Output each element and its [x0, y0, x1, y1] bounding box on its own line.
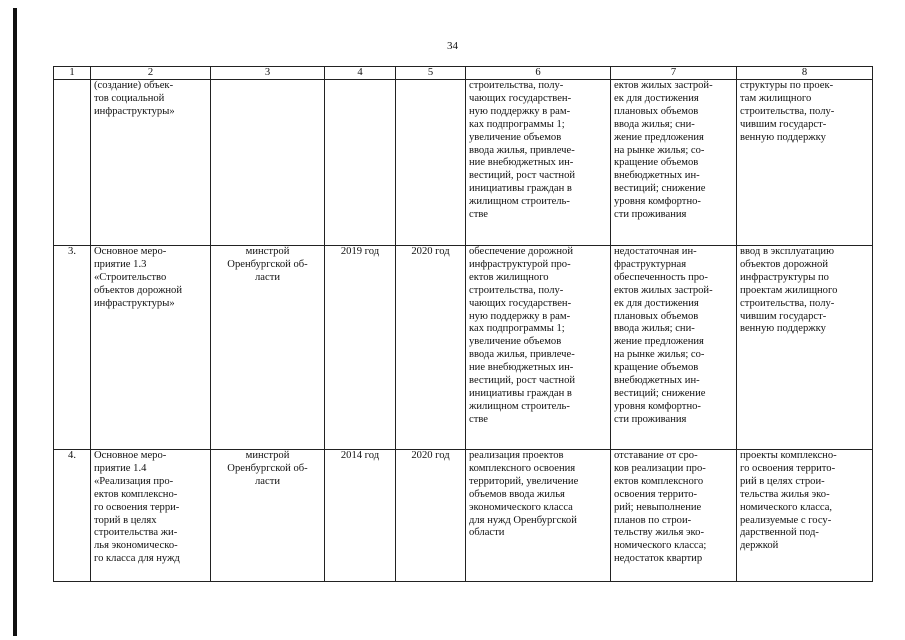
- start-year: 2019 год: [325, 246, 396, 450]
- header-row: [54, 67, 873, 80]
- table-row: [54, 246, 873, 450]
- header-col-6: 6: [466, 67, 611, 80]
- header-col-2: 2: [91, 67, 211, 80]
- header-col-7: 7: [611, 67, 737, 80]
- row-number: 3.: [54, 246, 91, 450]
- non-implementation-consequence: отставание от сро- ков реализации про- ектов комплексного освоения террито- рий; невыполнение планов по строи- тельству жилья эко- номического класса; недостаток квартир: [611, 450, 737, 582]
- measure-name: Основное меро- приятие 1.4 «Реализация про- ектов комплексно- го освоения терри- торий в целях строительства жи- лья экономическо- го класса для нужд: [91, 450, 211, 582]
- end-year: [396, 80, 466, 246]
- related-indicator: ввод в эксплуатацию объектов дорожной инфраструктуры по проектам жилищного строительства, полу- чившим государст- венную поддержку: [737, 246, 873, 450]
- expected-result: обеспечение дорожной инфраструктурой про- ектов жилищного строительства, полу- чающих государствен- ную поддержку в рам- ках подпрограммы 1; увеличение объемов ввода жилья, привлече- ние внебюджетных ин- вестиций, рост частной инициативы граждан в жилищном строитель- стве: [466, 246, 611, 450]
- end-year: 2020 год: [396, 450, 466, 582]
- header-col-1: 1: [54, 67, 91, 80]
- end-year: 2020 год: [396, 246, 466, 450]
- non-implementation-consequence: недостаточная ин- фраструктурная обеспеченность про- ектов жилых застрой- ек для достижения плановых объемов ввода жилья; сни- жение предложения на рынке жилья; со- кращение объемов внебюджетных ин- вестиций; снижение уровня комфортно- сти проживания: [611, 246, 737, 450]
- page-number: 34: [447, 40, 458, 52]
- executor: минстрой Оренбургской об- ласти: [211, 246, 325, 450]
- start-year: [325, 80, 396, 246]
- executor: [211, 80, 325, 246]
- header-col-4: 4: [325, 67, 396, 80]
- header-col-5: 5: [396, 67, 466, 80]
- table-row: [54, 80, 873, 246]
- expected-result: реализация проектов комплексного освоения территорий, увеличение объемов ввода жилья экономического класса для нужд Оренбургской области: [466, 450, 611, 582]
- expected-result: строительства, полу- чающих государствен- ную поддержку в рам- ках подпрограммы 1; увеличение объемов ввода жилья, привлече- ние внебюджетных ин- вестиций, рост частной инициативы граждан в жилищном строитель- стве: [466, 80, 611, 246]
- left-margin-bar: [13, 8, 17, 636]
- non-implementation-consequence: ектов жилых застрой- ек для достижения плановых объемов ввода жилья; сни- жение предложения на рынке жилья; со- кращение объемов внебюджетных ин- вестиций; снижение уровня комфортно- сти проживания: [611, 80, 737, 246]
- start-year: 2014 год: [325, 450, 396, 582]
- row-number: 4.: [54, 450, 91, 582]
- measure-name: Основное меро- приятие 1.3 «Строительство объектов дорожной инфраструктуры»: [91, 246, 211, 450]
- executor: минстрой Оренбургской об- ласти: [211, 450, 325, 582]
- header-col-8: 8: [737, 67, 873, 80]
- related-indicator: проекты комплексно- го освоения террито- рий в целях строи- тельства жилья эко- номического класса, реализуемые с госу- дарственной под- держкой: [737, 450, 873, 582]
- row-number: [54, 80, 91, 246]
- program-measures-table: [53, 66, 873, 582]
- related-indicator: структуры по проек- там жилищного строительства, полу- чившим государст- венную поддержку: [737, 80, 873, 246]
- header-col-3: 3: [211, 67, 325, 80]
- table-row: [54, 450, 873, 582]
- measure-name: (создание) объек- тов социальной инфраструктуры»: [91, 80, 211, 246]
